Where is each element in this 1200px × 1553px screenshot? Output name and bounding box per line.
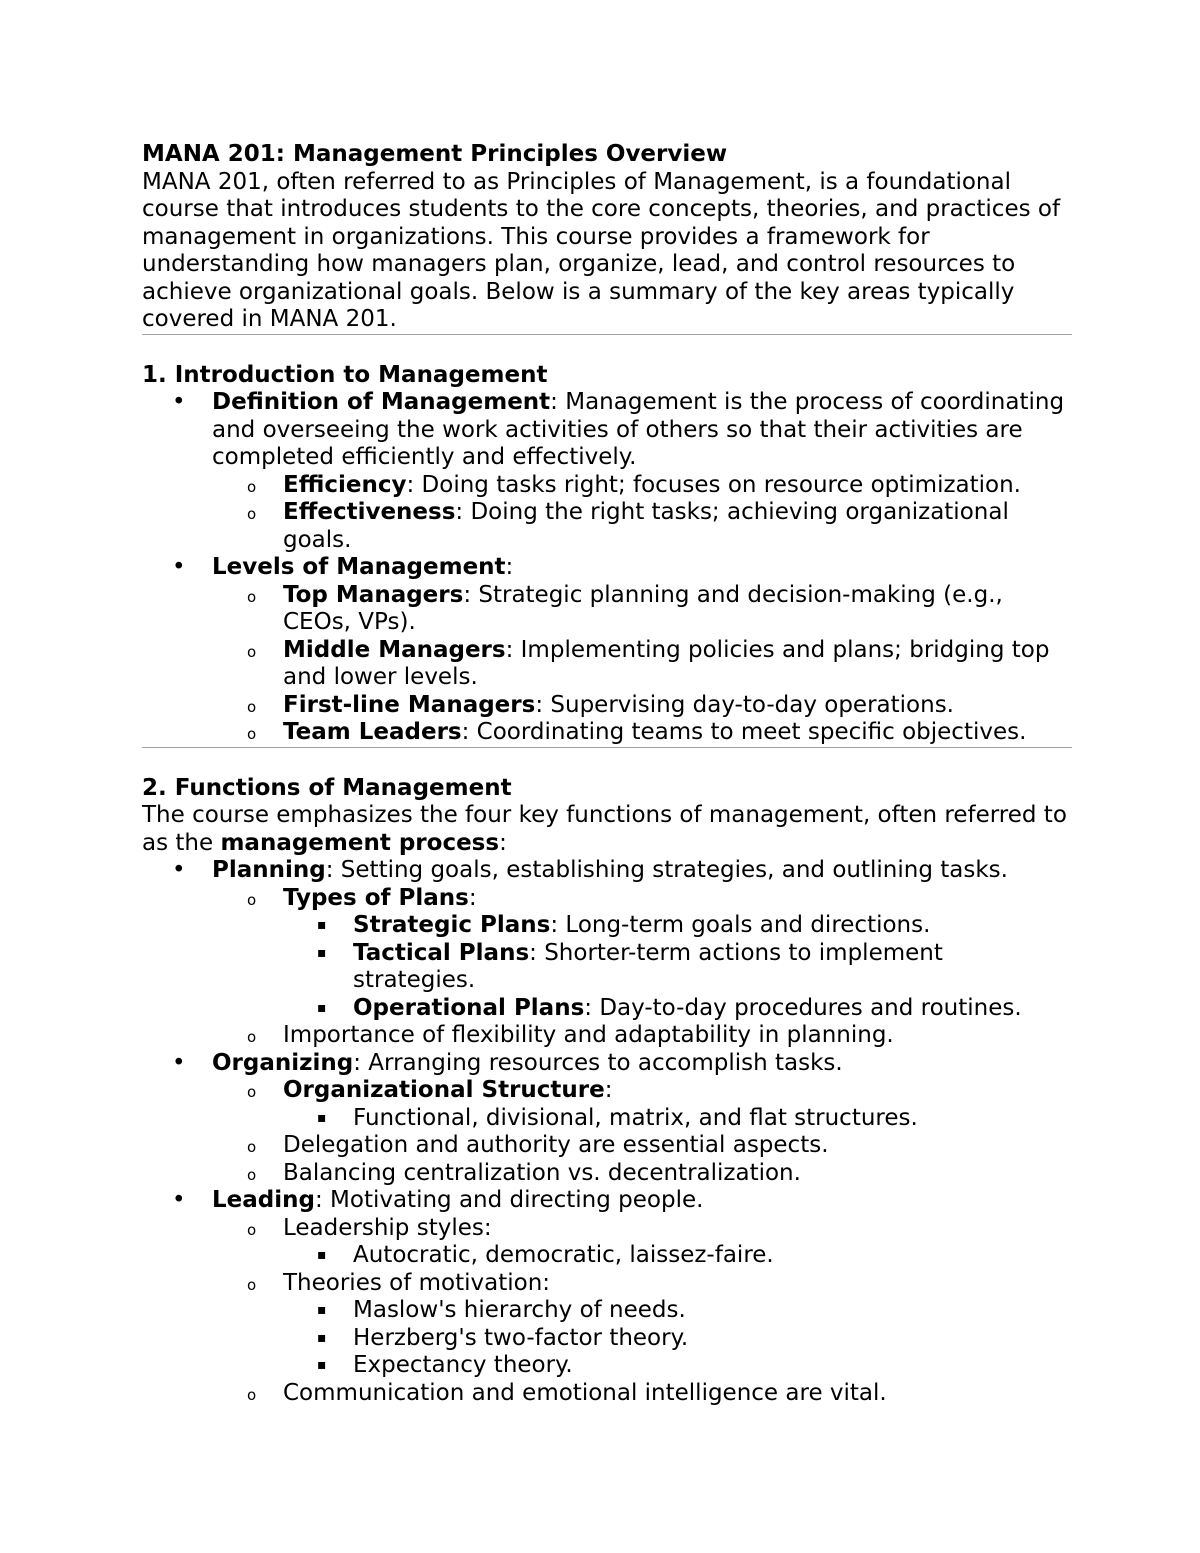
list-item <box>142 995 1072 1023</box>
term: Operational Plans <box>353 994 585 1021</box>
bullet-marker: • <box>172 1049 186 1076</box>
bullet-marker: • <box>172 857 186 883</box>
section-heading-functions: 2. Functions of Management <box>142 774 512 801</box>
square-marker: ▪ <box>317 917 327 933</box>
definition-text: : Day-to-day procedures and routines. <box>584 994 1022 1021</box>
term: First-line Managers <box>283 691 536 718</box>
definition-text: : <box>604 1077 613 1103</box>
list-item <box>142 885 1072 913</box>
bullet-marker: • <box>172 554 186 580</box>
list-item <box>142 1187 1072 1215</box>
bullet-marker: • <box>172 389 186 415</box>
term: Types of Plans <box>283 884 469 911</box>
list-item <box>142 389 1072 472</box>
square-marker: ▪ <box>317 944 327 961</box>
list-item <box>142 692 1072 720</box>
term: Organizational Structure <box>283 1077 605 1103</box>
item-text: Autocratic, democratic, laissez-faire. <box>353 1242 774 1268</box>
definition-text: : <box>505 554 514 580</box>
item-text: Expectancy theory. <box>353 1352 573 1378</box>
circle-marker: o <box>247 642 257 661</box>
definition-text: : Strategic planning and decision-making (e.g., CEOs, VPs). <box>283 581 1003 635</box>
document-title: MANA 201: Management Principles Overview <box>142 141 728 167</box>
item-text: Herzberg's two-factor theory. <box>353 1324 689 1351</box>
item-text: Communication and emotional intelligence are vital. <box>283 1379 887 1406</box>
section-2-list <box>142 857 1072 1407</box>
circle-marker: o <box>247 587 257 606</box>
section-1-list <box>142 389 1072 747</box>
list-item <box>142 940 1072 995</box>
intro-colon: : <box>499 829 507 856</box>
term: Planning <box>212 857 326 883</box>
definition-text: : Doing the right tasks; achieving organizational goals. <box>283 499 1009 553</box>
term: Levels of Management <box>212 554 506 580</box>
definition-text: : <box>468 884 477 911</box>
term: Strategic Plans <box>353 912 551 938</box>
item-text: Delegation and authority are essential aspects. <box>283 1132 829 1158</box>
definition-text: : Long-term goals and directions. <box>550 912 931 938</box>
definition-text: : Management is the process of coordinating and overseeing the work activities of others so that their activities are completed efficiently and effectively. <box>212 389 1065 470</box>
definition-text: : Implementing policies and plans; bridging top and lower levels. <box>283 636 1050 690</box>
definition-text: : Motivating and directing people. <box>314 1187 704 1213</box>
term: Team Leaders <box>283 719 462 745</box>
section-heading-introduction: 1. Introduction to Management <box>142 361 548 388</box>
term: Tactical Plans <box>353 939 530 966</box>
item-text: Balancing centralization vs. decentralization. <box>283 1159 801 1186</box>
circle-marker: o <box>247 725 257 743</box>
definition-text: : Setting goals, establishing strategies, and outlining tasks. <box>325 857 1008 883</box>
list-item <box>142 1270 1072 1298</box>
section-2-intro <box>142 802 1072 857</box>
list-item <box>142 472 1072 500</box>
definition-text: : Supervising day-to-day operations. <box>535 691 954 718</box>
list-item <box>142 1325 1072 1353</box>
list-item <box>142 499 1072 554</box>
list-item <box>142 719 1072 747</box>
circle-marker: o <box>247 1083 257 1101</box>
item-text: Theories of motivation: <box>283 1269 551 1296</box>
list-item <box>142 1215 1072 1243</box>
list-item <box>142 1160 1072 1188</box>
list-item <box>142 1050 1072 1078</box>
list-item <box>142 857 1072 885</box>
list-item <box>142 1242 1072 1270</box>
list-item <box>142 912 1072 940</box>
definition-text: : Arranging resources to accomplish tasks. <box>353 1049 843 1076</box>
definition-text: : Doing tasks right; focuses on resource optimization. <box>406 471 1021 498</box>
intro-text: The course emphasizes the four key functions of management, often referred to as the <box>142 802 1067 856</box>
square-marker: ▪ <box>317 1329 327 1346</box>
list-item <box>142 1022 1072 1050</box>
term: Leading <box>212 1187 315 1213</box>
term: Organizing <box>212 1049 354 1076</box>
circle-marker: o <box>247 697 257 716</box>
circle-marker: o <box>247 477 257 496</box>
square-marker: ▪ <box>317 1302 327 1318</box>
list-item <box>142 582 1072 637</box>
circle-marker: o <box>247 1385 257 1404</box>
circle-marker: o <box>247 890 257 909</box>
square-marker: ▪ <box>317 1247 327 1263</box>
list-item <box>142 1297 1072 1325</box>
definition-text: : Shorter-term actions to implement strategies. <box>353 939 943 993</box>
bullet-marker: • <box>172 1187 186 1213</box>
list-item <box>142 554 1072 582</box>
list-item <box>142 1352 1072 1380</box>
circle-marker: o <box>247 1275 257 1294</box>
circle-marker: o <box>247 1165 257 1184</box>
circle-marker: o <box>247 1138 257 1156</box>
list-item <box>142 1105 1072 1133</box>
circle-marker: o <box>247 1028 257 1046</box>
term: Top Managers <box>283 581 464 608</box>
square-marker: ▪ <box>317 999 327 1016</box>
intro-emphasis: management process <box>220 829 500 856</box>
term: Effectiveness <box>283 499 456 525</box>
square-marker: ▪ <box>317 1357 327 1373</box>
term: Efficiency <box>283 471 407 498</box>
term: Middle Managers <box>283 636 506 663</box>
list-item <box>142 1132 1072 1160</box>
item-text: Leadership styles: <box>283 1214 492 1241</box>
list-item <box>142 637 1072 692</box>
square-marker: ▪ <box>317 1109 327 1126</box>
item-text: Functional, divisional, matrix, and flat structures. <box>353 1104 918 1131</box>
circle-marker: o <box>247 505 257 523</box>
circle-marker: o <box>247 1220 257 1239</box>
item-text: Maslow's hierarchy of needs. <box>353 1297 686 1323</box>
term: Definition of Management <box>212 389 551 415</box>
intro-paragraph: MANA 201, often referred to as Principles of Management, is a foundational course that introduces students to the core concepts, theories, and practices of management in organizations. This course provides a framework for understanding how managers plan, organize, lead, and control resources to achieve organizational goals. Below is a summary of the key areas typically covered in MANA 201. <box>142 168 1061 332</box>
definition-text: : Coordinating teams to meet specific objectives. <box>461 719 1027 745</box>
list-item <box>142 1380 1072 1408</box>
document-content <box>142 141 1072 1407</box>
item-text: Importance of flexibility and adaptability in planning. <box>283 1022 894 1048</box>
list-item <box>142 1077 1072 1105</box>
